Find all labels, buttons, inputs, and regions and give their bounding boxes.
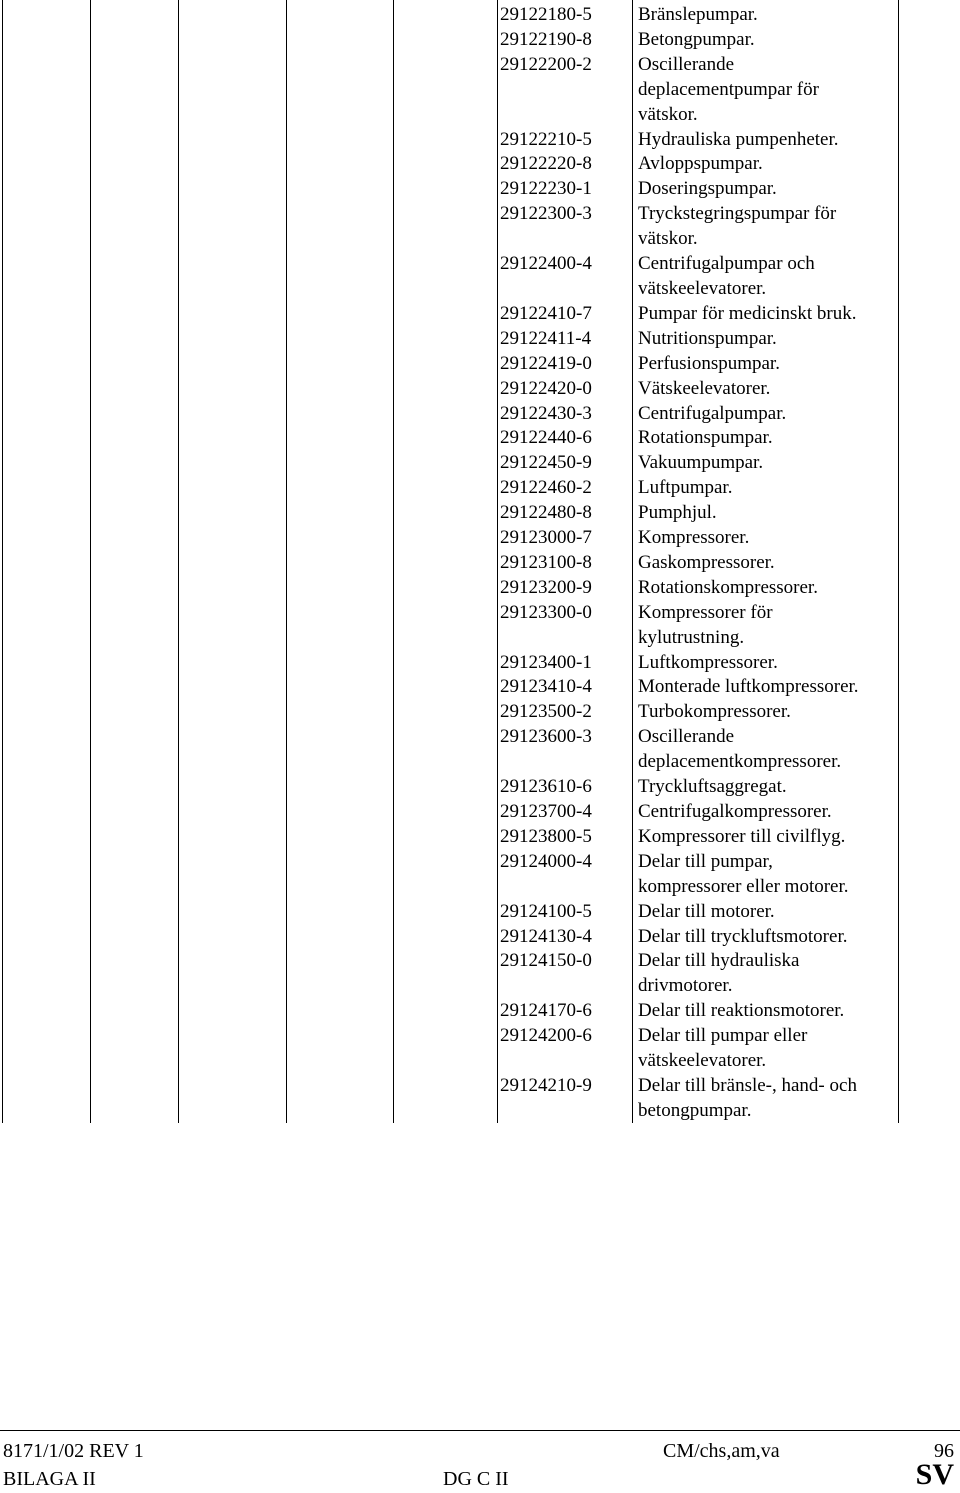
row-description [638,327,900,352]
description-line: vätskeelevatorer. [638,277,767,299]
table-row [0,501,960,526]
description-line: Monterade luftkompressorer. [638,676,859,698]
row-code: 29123800-5 [500,825,592,847]
table-row [0,252,960,302]
description-line: Centrifugalkompressorer. [638,801,832,822]
row-code: 29124170-6 [500,1000,592,1022]
table-row [0,651,960,676]
table-row [0,576,960,601]
description-line: deplacementpumpar för [638,78,819,100]
row-code: 29122460-2 [500,477,592,499]
table-row [0,850,960,900]
table-row [0,825,960,850]
row-description [638,402,900,427]
row-description [638,775,900,800]
description-line: vätskor. [638,228,698,250]
description-line: Gaskompressorer. [638,551,775,573]
row-description [638,700,900,725]
row-code: 29122410-7 [500,302,592,324]
table-row [0,1074,960,1124]
row-code: 29124210-9 [500,1074,592,1096]
row-description [638,725,900,775]
table-row [0,152,960,177]
row-description [638,925,900,950]
description-line: Vätskeelevatorer. [638,377,771,399]
table-row [0,675,960,700]
row-description [638,451,900,476]
table-row [0,377,960,402]
row-description [638,352,900,377]
row-code: 29122430-3 [500,402,592,424]
description-line: kompressorer eller motorer. [638,875,849,897]
table-row [0,949,960,999]
description-line: Delar till pumpar, [638,850,773,872]
row-code: 29122480-8 [500,502,592,524]
description-line: Oscillerande [638,53,735,75]
row-description [638,675,900,700]
row-code: 29122230-1 [500,178,592,200]
footer-rule [0,1430,960,1431]
description-line: vätskor. [638,103,698,125]
description-line: Luftpumpar. [638,477,733,499]
table-row [0,551,960,576]
table-row [0,451,960,476]
row-code: 29122180-5 [500,4,592,25]
row-description [638,850,900,900]
table-row [0,900,960,925]
row-description [638,426,900,451]
description-line: Luftkompressorer. [638,651,778,673]
table-row [0,352,960,377]
row-description [638,551,900,576]
description-line: Doseringspumpar. [638,178,777,200]
row-description [638,999,900,1024]
table-row [0,28,960,53]
row-description [638,900,900,925]
footer-initials: CM/chs,am,va [663,1440,780,1462]
table-row [0,999,960,1024]
footer-doc-ref: 8171/1/02 REV 1 [3,1440,144,1462]
description-line: vätskeelevatorer. [638,1050,767,1072]
table-row [0,128,960,153]
row-code: 29122450-9 [500,452,592,474]
row-description [638,202,900,252]
description-line: Kompressorer för [638,601,773,623]
description-line: Turbokompressorer. [638,701,791,723]
description-line: Perfusionspumpar. [638,352,780,374]
description-line: Pumphjul. [638,502,717,524]
row-code: 29122210-5 [500,128,592,150]
row-description [638,800,900,825]
description-line: Nutritionspumpar. [638,327,777,349]
description-line: Centrifugalpumpar. [638,402,787,424]
row-code: 29122200-2 [500,53,592,75]
description-line: Delar till pumpar eller [638,1025,808,1047]
description-line: Delar till tryckluftsmotorer. [638,925,848,947]
row-description [638,53,900,128]
description-line: Hydrauliska pumpenheter. [638,128,839,150]
description-line: deplacementkompressorer. [638,751,842,773]
table-row [0,476,960,501]
row-description [638,177,900,202]
row-description [638,1074,900,1124]
row-code: 29123600-3 [500,726,592,748]
row-code: 29122400-4 [500,253,592,275]
description-line: Tryckstegringspumpar för [638,203,837,225]
table-row [0,177,960,202]
description-line: betongpumpar. [638,1099,752,1121]
row-code: 29124150-0 [500,950,592,972]
row-code: 29123610-6 [500,776,592,798]
description-line: Pumpar för medicinskt bruk. [638,302,857,324]
row-description [638,28,900,53]
description-line: Delar till motorer. [638,900,775,922]
table-row [0,302,960,327]
row-code: 29122411-4 [500,327,592,349]
description-line: Bränslepumpar. [638,4,758,25]
row-code: 29123500-2 [500,701,592,723]
footer-dg: DG C II [443,1468,509,1490]
row-description [638,252,900,302]
description-line: drivmotorer. [638,975,733,997]
row-code: 29123200-9 [500,576,592,598]
description-line: Delar till bränsle-, hand- och [638,1074,857,1096]
row-description [638,1024,900,1074]
table-row [0,53,960,128]
table-row [0,327,960,352]
description-line: Rotationskompressorer. [638,576,818,598]
row-code: 29124000-4 [500,850,592,872]
footer-annex: BILAGA II [3,1468,96,1490]
row-code: 29122300-3 [500,203,592,225]
description-line: kylutrustning. [638,626,745,648]
description-line: Betongpumpar. [638,28,755,50]
row-code: 29122440-6 [500,427,592,449]
table-row [0,725,960,775]
row-code: 29122190-8 [500,28,592,50]
description-line: Rotationspumpar. [638,427,773,449]
row-code: 29122420-0 [500,377,592,399]
description-line: Delar till reaktionsmotorer. [638,1000,845,1022]
row-code: 29124200-6 [500,1025,592,1047]
row-code: 29123000-7 [500,527,592,549]
table-row [0,3,960,28]
row-description [638,949,900,999]
footer-page-number: 96 [934,1440,954,1462]
row-description [638,501,900,526]
row-code: 29124100-5 [500,900,592,922]
description-line: Vakuumpumpar. [638,452,764,474]
row-description [638,128,900,153]
description-line: Delar till hydrauliska [638,950,800,972]
table-row [0,1024,960,1074]
footer-language: SV [915,1458,954,1491]
description-line: Avloppspumpar. [638,153,763,175]
table-row [0,601,960,651]
row-code: 29122220-8 [500,153,592,175]
row-description [638,526,900,551]
description-line: Kompressorer. [638,527,750,549]
table-row [0,700,960,725]
row-code: 29123700-4 [500,801,592,822]
row-description [638,576,900,601]
row-code: 29123300-0 [500,601,592,623]
row-code: 29123100-8 [500,551,592,573]
row-description [638,601,900,651]
row-code: 29123410-4 [500,676,592,698]
row-code: 29122419-0 [500,352,592,374]
row-description [638,825,900,850]
table-row [0,526,960,551]
row-description [638,3,900,28]
code-table [0,3,960,1124]
row-description [638,651,900,676]
table-row [0,925,960,950]
table-row [0,402,960,427]
row-description [638,377,900,402]
table-row [0,800,960,825]
row-description [638,152,900,177]
row-code: 29123400-1 [500,651,592,673]
row-code: 29124130-4 [500,925,592,947]
description-line: Oscillerande [638,726,735,748]
table-row [0,426,960,451]
row-description [638,476,900,501]
description-line: Kompressorer till civilflyg. [638,825,846,847]
row-description [638,302,900,327]
table-row [0,775,960,800]
description-line: Tryckluftsaggregat. [638,776,787,798]
description-line: Centrifugalpumpar och [638,253,815,275]
table-row [0,202,960,252]
